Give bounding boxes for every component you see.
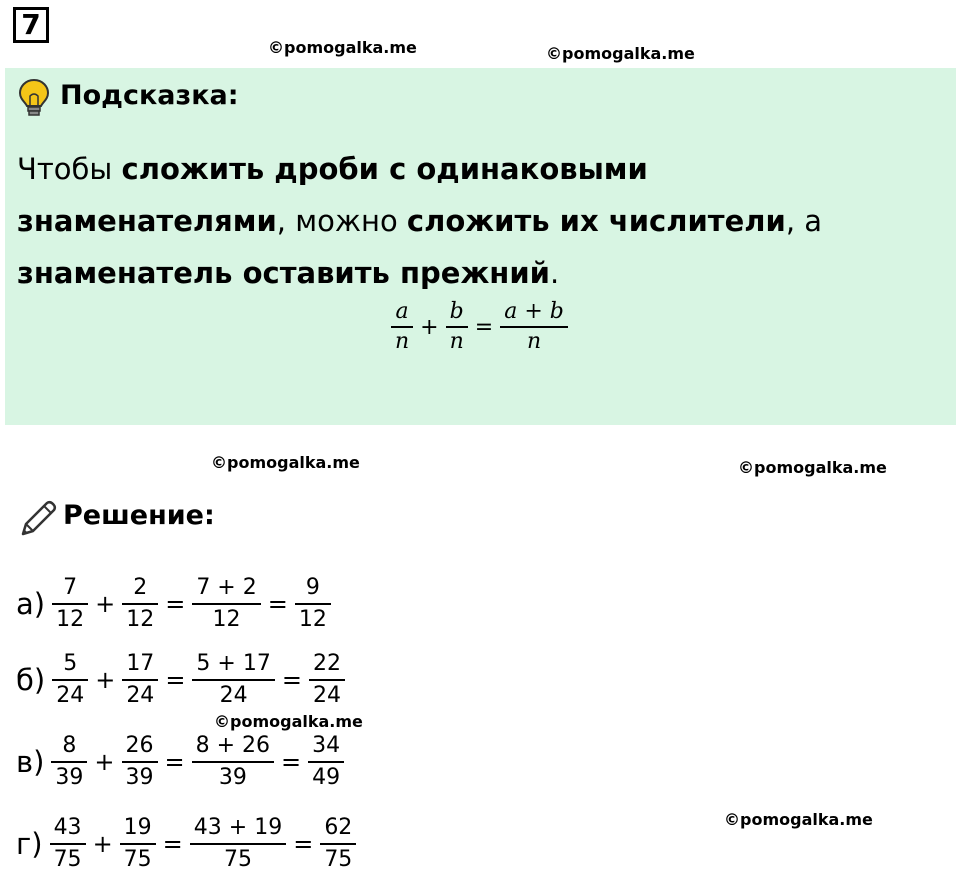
fraction <box>190 813 286 875</box>
denominator: 75 <box>324 847 353 872</box>
fraction <box>320 813 356 875</box>
fraction <box>309 649 345 711</box>
numerator: 5 <box>63 651 78 676</box>
numerator: 43 + 19 <box>193 815 283 840</box>
fraction <box>51 731 87 793</box>
denominator: 24 <box>312 683 341 708</box>
denominator: 12 <box>212 607 241 632</box>
solution-title: Решение: <box>63 500 215 531</box>
equals-sign: = <box>162 830 183 858</box>
equals-sign: = <box>165 590 186 618</box>
solution-row-c <box>16 724 347 800</box>
numerator: 7 <box>63 575 78 600</box>
plus-sign: + <box>420 314 439 340</box>
hint-formula <box>388 292 571 362</box>
numerator: 7 + 2 <box>196 575 257 600</box>
numerator: 19 <box>123 815 152 840</box>
fraction <box>120 813 156 875</box>
pencil-icon <box>17 498 59 540</box>
denominator: n <box>526 329 542 354</box>
denominator: 75 <box>223 847 252 872</box>
hint-text-bold: знаменатель оставить прежний <box>17 256 550 290</box>
equals-sign: = <box>474 314 494 340</box>
denominator: 24 <box>56 683 85 708</box>
hint-title: Подсказка: <box>60 80 239 111</box>
watermark: ©pomogalka.me <box>738 458 887 477</box>
hint-text-bold: сложить дроби с одинаковыми знаменателями <box>17 152 648 238</box>
equals-sign: = <box>164 748 185 776</box>
hint-text <box>17 143 917 299</box>
numerator: 43 <box>53 815 82 840</box>
denominator: 24 <box>219 683 248 708</box>
fraction <box>446 298 468 356</box>
denominator: n <box>449 329 464 354</box>
equals-sign: = <box>281 666 302 694</box>
plus-sign: + <box>92 830 113 858</box>
hint-text-part: . <box>550 256 560 290</box>
numerator: b <box>449 299 464 324</box>
fraction <box>52 649 88 711</box>
denominator: 39 <box>55 765 84 790</box>
numerator: 2 <box>133 575 148 600</box>
numerator: 9 <box>305 575 320 600</box>
denominator: 12 <box>56 607 85 632</box>
equals-sign: = <box>165 666 186 694</box>
denominator: 24 <box>126 683 155 708</box>
equals-sign: = <box>267 590 288 618</box>
denominator: 12 <box>298 607 327 632</box>
denominator: n <box>395 329 410 354</box>
fraction <box>122 649 158 711</box>
numerator: a <box>395 299 409 324</box>
numerator: 5 + 17 <box>196 651 271 676</box>
numerator: 62 <box>324 815 353 840</box>
solution-row-d <box>16 806 359 882</box>
denominator: 75 <box>123 847 152 872</box>
equals-sign: = <box>281 748 302 776</box>
fraction <box>122 731 158 793</box>
item-label: г) <box>16 827 43 861</box>
plus-sign: + <box>95 590 116 618</box>
hint-text-bold: сложить их числители <box>406 204 786 238</box>
numerator: 8 <box>62 733 77 758</box>
hint-text-part: , а <box>785 204 823 238</box>
fraction <box>500 298 568 356</box>
fraction <box>122 573 158 635</box>
fraction <box>391 298 413 356</box>
fraction <box>295 573 331 635</box>
numerator: 22 <box>312 651 341 676</box>
solution-row-a <box>16 566 334 642</box>
equals-sign: = <box>293 830 314 858</box>
numerator: a + b <box>504 299 564 324</box>
solution-row-b <box>16 642 348 718</box>
denominator: 39 <box>218 765 247 790</box>
denominator: 49 <box>312 765 341 790</box>
fraction <box>192 573 260 635</box>
watermark: ©pomogalka.me <box>214 712 363 731</box>
numerator: 34 <box>312 733 341 758</box>
item-label: б) <box>16 663 46 697</box>
denominator: 39 <box>125 765 154 790</box>
fraction <box>50 813 86 875</box>
watermark: ©pomogalka.me <box>546 44 695 63</box>
watermark: ©pomogalka.me <box>724 810 873 829</box>
denominator: 75 <box>53 847 82 872</box>
watermark: ©pomogalka.me <box>211 453 360 472</box>
watermark: ©pomogalka.me <box>268 38 417 57</box>
fraction <box>52 573 88 635</box>
fraction <box>192 731 274 793</box>
denominator: 12 <box>126 607 155 632</box>
plus-sign: + <box>94 748 115 776</box>
hint-text-part: , можно <box>276 204 407 238</box>
item-label: а) <box>16 587 46 621</box>
numerator: 26 <box>125 733 154 758</box>
fraction <box>192 649 274 711</box>
numerator: 8 + 26 <box>195 733 271 758</box>
plus-sign: + <box>95 666 116 694</box>
fraction <box>308 731 344 793</box>
hint-text-part: Чтобы <box>17 152 122 186</box>
numerator: 17 <box>126 651 155 676</box>
lightbulb-icon <box>17 78 51 118</box>
item-label: в) <box>16 745 45 779</box>
task-number: 7 <box>13 7 49 43</box>
